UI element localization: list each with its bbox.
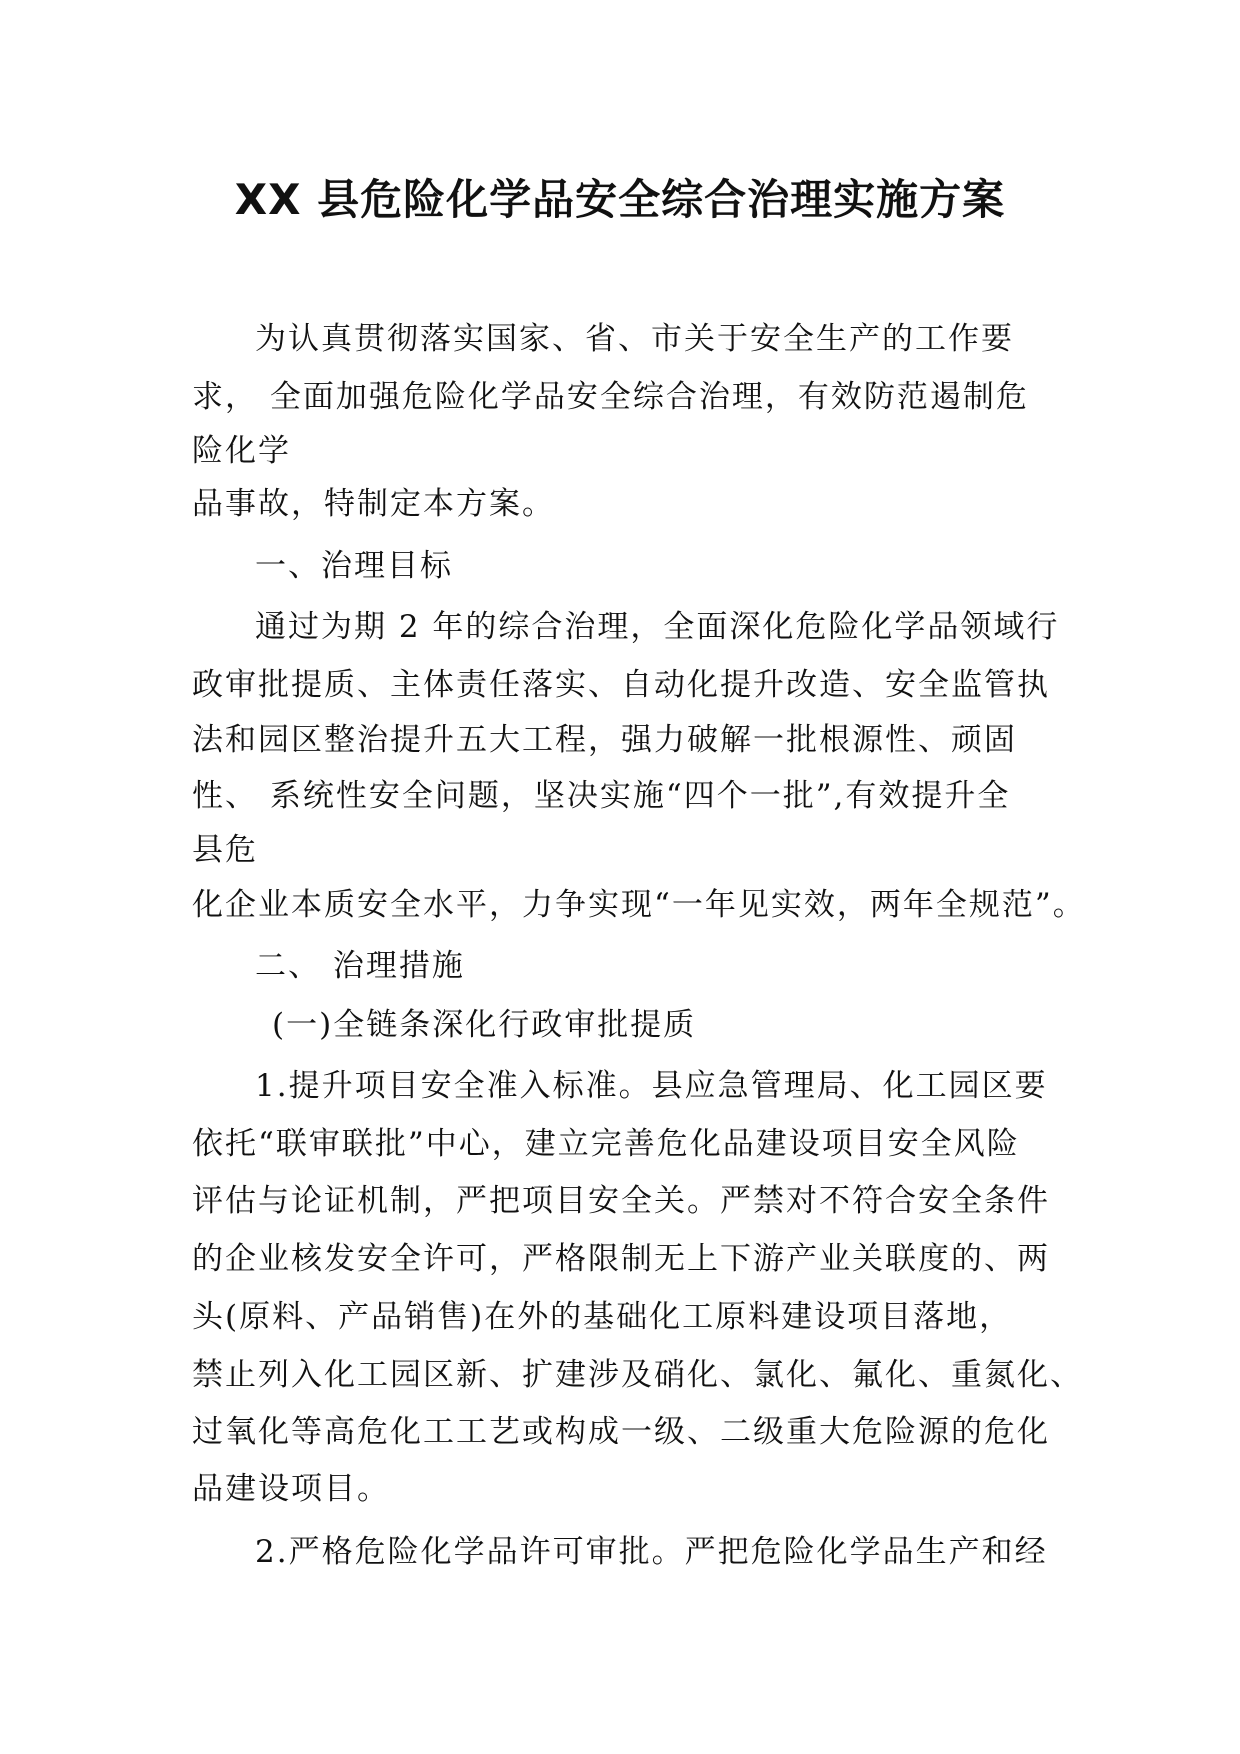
- paragraph-line: 品建设项目。: [192, 1471, 390, 1507]
- paragraph-line: 政审批提质、主体责任落实、自动化提升改造、安全监管执: [192, 667, 1050, 703]
- paragraph-line: 为认真贯彻落实国家、省、市关于安全生产的工作要: [255, 321, 1014, 357]
- paragraph-line: 2.严格危险化学品许可审批。严把危险化学品生产和经: [255, 1534, 1048, 1570]
- section-heading: 二、 治理措施: [255, 948, 465, 984]
- paragraph-line: 县危: [192, 832, 258, 868]
- paragraph-line: 的企业核发安全许可，严格限制无上下游产业关联度的、两: [192, 1241, 1050, 1277]
- subsection-heading: (一)全链条深化行政审批提质: [272, 1007, 697, 1043]
- paragraph-line: 化企业本质安全水平，力争实现“一年见实效，两年全规范”。: [192, 887, 1086, 923]
- paragraph-line: 品事故，特制定本方案。: [192, 486, 555, 522]
- paragraph-line: 险化学: [192, 433, 291, 469]
- paragraph-line: 求， 全面加强危险化学品安全综合治理，有效防范遏制危: [192, 379, 1029, 415]
- paragraph-line: 过氧化等高危化工工艺或构成一级、二级重大危险源的危化: [192, 1414, 1050, 1450]
- paragraph-line: 评估与论证机制，严把项目安全关。严禁对不符合安全条件: [192, 1183, 1050, 1219]
- paragraph-line: 性、 系统性安全问题，坚决实施“四个一批”,有效提升全: [192, 778, 1011, 814]
- paragraph-line: 1.提升项目安全准入标准。县应急管理局、化工园区要: [255, 1068, 1048, 1104]
- paragraph-line: 禁止列入化工园区新、扩建涉及硝化、氯化、氟化、重氮化、: [192, 1357, 1083, 1393]
- document-title: XX 县危险化学品安全综合治理实施方案: [234, 175, 1006, 224]
- paragraph-line: 头(原料、产品销售)在外的基础化工原料建设项目落地，: [192, 1299, 1013, 1335]
- paragraph-line: 依托“联审联批”中心，建立完善危化品建设项目安全风险: [192, 1126, 1020, 1162]
- section-heading: 一、治理目标: [255, 548, 453, 584]
- paragraph-line: 法和园区整治提升五大工程，强力破解一批根源性、顽固: [192, 722, 1017, 758]
- paragraph-line: 通过为期 2 年的综合治理，全面深化危险化学品领域行: [255, 609, 1060, 645]
